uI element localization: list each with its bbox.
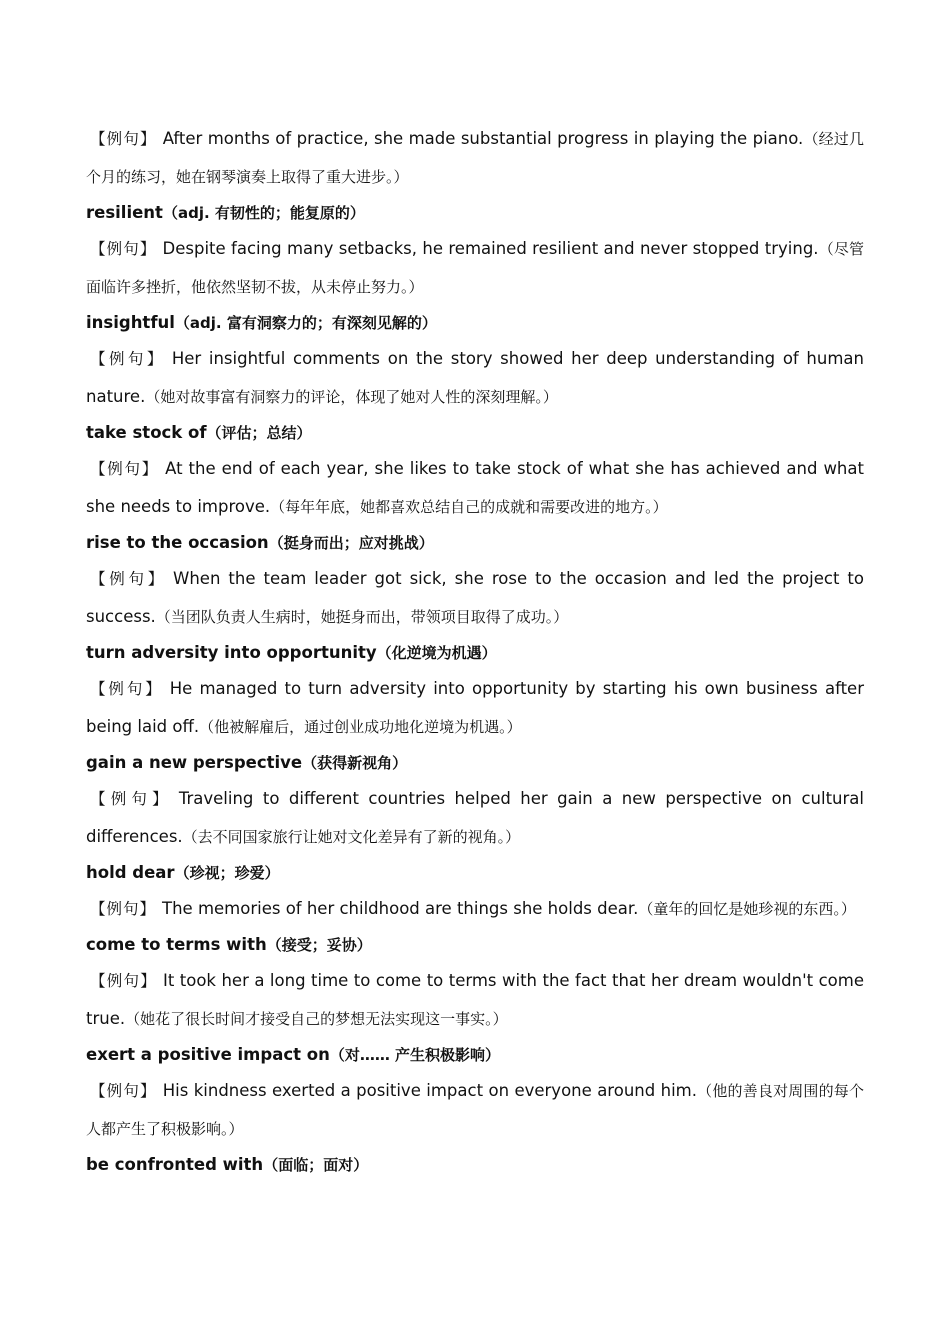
term-gloss: （adj. 富有洞察力的；有深刻见解的）	[174, 314, 437, 332]
example-tag: 【例句】	[90, 972, 157, 990]
example-english: When the team leader got sick, she rose to the occasion and led the project to success.	[86, 569, 864, 626]
example-sentence	[86, 780, 864, 856]
example-chinese: （去不同国家旅行让她对文化差异有了新的视角。）	[182, 828, 521, 846]
example-english: He managed to turn adversity into opportunity by starting his own business after being laid off.	[86, 679, 864, 736]
example-english: After months of practice, she made substantial progress in playing the piano.	[162, 129, 804, 148]
example-chinese: （经过几个月的练习，她在钢琴演奏上取得了重大进步。）	[86, 130, 864, 186]
example-sentence	[86, 120, 864, 196]
term-heading	[86, 746, 864, 780]
term-heading	[86, 928, 864, 962]
example-tag: 【例句】	[90, 130, 157, 148]
term-word: turn adversity into opportunity	[86, 643, 377, 662]
example-chinese: （当团队负责人生病时，她挺身而出，带领项目取得了成功。）	[155, 608, 569, 626]
example-sentence	[86, 890, 864, 928]
term-gloss: （评估；总结）	[206, 424, 312, 442]
term-heading	[86, 856, 864, 890]
term-word: resilient	[86, 203, 163, 222]
term-gloss: （获得新视角）	[302, 754, 408, 772]
term-gloss: （面临；面对）	[263, 1156, 369, 1174]
example-english: It took her a long time to come to terms with the fact that her dream wouldn't come true.	[86, 971, 864, 1028]
example-sentence	[86, 340, 864, 416]
example-english: Despite facing many setbacks, he remained resilient and never stopped trying.	[162, 239, 819, 258]
term-word: come to terms with	[86, 935, 267, 954]
example-chinese: （她花了很长时间才接受自己的梦想无法实现这一事实。）	[125, 1010, 508, 1028]
term-word: be confronted with	[86, 1155, 264, 1174]
term-word: insightful	[86, 313, 175, 332]
example-sentence	[86, 450, 864, 526]
example-chinese: （每年年底，她都喜欢总结自己的成就和需要改进的地方。）	[270, 498, 668, 516]
example-chinese: （他被解雇后，通过创业成功地化逆境为机遇。）	[199, 718, 522, 736]
example-tag: 【例句】	[90, 240, 157, 258]
term-gloss: （adj. 有韧性的；能复原的）	[162, 204, 365, 222]
example-chinese: （她对故事富有洞察力的评论，体现了她对人性的深刻理解。）	[145, 388, 558, 406]
term-gloss: （接受；妥协）	[266, 936, 372, 954]
example-sentence	[86, 560, 864, 636]
example-tag: 【例句】	[90, 350, 166, 368]
example-tag: 【例句】	[90, 680, 164, 698]
example-tag: 【例句】	[90, 460, 160, 478]
example-tag: 【例句】	[90, 900, 157, 918]
term-heading	[86, 526, 864, 560]
term-heading	[86, 416, 864, 450]
term-word: exert a positive impact on	[86, 1045, 330, 1064]
term-heading	[86, 1148, 864, 1182]
term-word: take stock of	[86, 423, 207, 442]
example-chinese: （他的善良对周围的每个人都产生了积极影响。）	[86, 1082, 864, 1138]
term-heading	[86, 636, 864, 670]
example-english: The memories of her childhood are things she holds dear.	[162, 899, 639, 918]
term-word: rise to the occasion	[86, 533, 269, 552]
example-sentence	[86, 962, 864, 1038]
term-word: gain a new perspective	[86, 753, 303, 772]
term-gloss: （对…… 产生积极影响）	[329, 1046, 501, 1064]
term-heading	[86, 1038, 864, 1072]
example-tag: 【例句】	[90, 570, 168, 588]
term-heading	[86, 196, 864, 230]
term-gloss: （珍视；珍爱）	[174, 864, 280, 882]
example-english: His kindness exerted a positive impact on everyone around him.	[162, 1081, 697, 1100]
example-tag: 【例句】	[90, 790, 173, 808]
document-page	[86, 120, 864, 1182]
term-gloss: （化逆境为机遇）	[376, 644, 497, 662]
term-word: hold dear	[86, 863, 175, 882]
example-chinese: （童年的回忆是她珍视的东西。）	[638, 900, 856, 918]
example-tag: 【例句】	[90, 1082, 157, 1100]
example-sentence	[86, 670, 864, 746]
example-sentence	[86, 1072, 864, 1148]
term-heading	[86, 306, 864, 340]
term-gloss: （挺身而出；应对挑战）	[268, 534, 434, 552]
example-english: At the end of each year, she likes to take stock of what she has achieved and what she needs to improve.	[86, 459, 864, 516]
example-chinese: （尽管面临许多挫折，他依然坚韧不拔，从未停止努力。）	[86, 240, 864, 296]
example-english: Traveling to different countries helped her gain a new perspective on cultural differences.	[86, 789, 864, 846]
example-english: Her insightful comments on the story showed her deep understanding of human nature.	[86, 349, 864, 406]
example-sentence	[86, 230, 864, 306]
